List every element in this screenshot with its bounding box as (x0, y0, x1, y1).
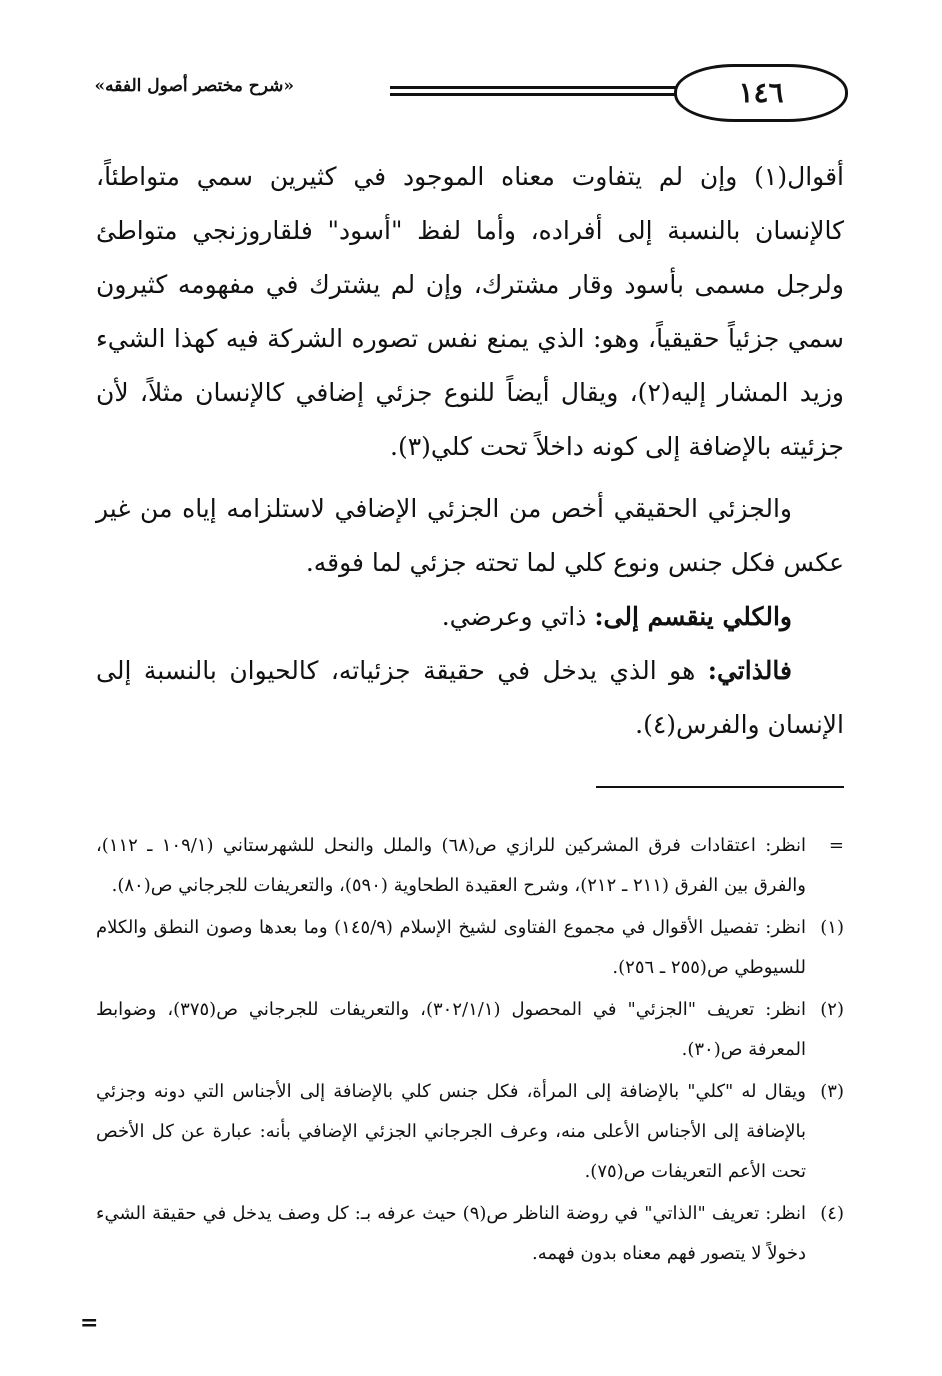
footnotes (96, 826, 844, 1276)
paragraph: أقوال(١) وإن لم يتفاوت معناه الموجود في كثيرين سمي متواطئاً، كالإنسان بالنسبة إلى أفراده، وأما لفظ "أسود" فلقاروزنجي متواطئ ولرجل مسمى بأسود وقار مشترك، وإن لم يشترك في مفهومه كثيرون سمي جزئياً حقيقياً، وهو: الذي يمنع نفس تصوره الشركة فيه كهذا الشيء وزيد المشار إليه(٢)، ويقال أيضاً للنوع جزئي إضافي كالإنسان مثلاً، لأن جزئيته بالإضافة إلى كونه داخلاً تحت كلي(٣). (96, 162, 844, 461)
footnote (96, 826, 844, 906)
footnote-text: انظر: تفصيل الأقوال في مجموع الفتاوى لشيخ الإسلام (١٤٥/٩) وما بعدها وصون النطق والكلام للسيوطي ص(٢٥٥ ـ ٢٥٦). (96, 917, 806, 978)
footnote (96, 908, 844, 988)
bold-term: فالذاتي: (707, 656, 792, 685)
footnote-marker: (١) (820, 917, 844, 938)
footnote-text: ويقال له "كلي" بالإضافة إلى المرأة، فكل جنس كلي بالإضافة إلى الأجناس التي دونه وجزئي بالإضافة إلى الأجناس الأعلى منه، وعرف الجرجاني الجزئي الإضافي بأنه: عبارة عن كل الأخص تحت الأعم التعريفات ص(٧٥). (96, 1081, 806, 1182)
paragraph (96, 590, 844, 644)
footnote-marker: (٤) (820, 1203, 844, 1224)
paragraph-text: هو الذي يدخل في حقيقة جزئياته، كالحيوان بالنسبة إلى الإنسان والفرس(٤). (96, 656, 844, 739)
footnote (96, 990, 844, 1070)
footnote-marker: (٣) (820, 1081, 844, 1102)
main-text (96, 150, 844, 752)
footnote (96, 1072, 844, 1192)
continuation-mark: = (80, 1310, 99, 1336)
book-title: «شرح مختصر أصول الفقه» (94, 76, 294, 96)
footnote (96, 1194, 844, 1274)
paragraph-text: ذاتي وعرضي. (441, 602, 595, 631)
footnote-text: انظر: اعتقادات فرق المشركين للرازي ص(٦٨) والملل والنحل للشهرستاني (١٠٩/١ ـ ١١٢)، والفرق بين الفرق (٢١١ ـ ٢١٢)، وشرح العقيدة الطحاوية (٥٩٠)، والتعريفات للجرجاني ص(٨٠). (96, 835, 806, 896)
page-number: ١٤٦ (674, 64, 848, 122)
bold-term: والكلي ينقسم إلى: (594, 602, 792, 631)
page-header (84, 62, 854, 124)
footnote-text: انظر: تعريف "الذاتي" في روضة الناظر ص(٩) حيث عرفه بـ: كل وصف يدخل في حقيقة الشيء دخولاً لا يتصور فهم معناه بدون فهمه. (96, 1203, 806, 1264)
footnote-separator (596, 786, 844, 788)
footnote-marker: = (828, 835, 844, 856)
footnote-text: انظر: تعريف "الجزئي" في المحصول (٣٠٢/١/١)، والتعريفات للجرجاني ص(٣٧٥)، وضوابط المعرفة ص(٣٠). (96, 999, 806, 1060)
paragraph: والجزئي الحقيقي أخص من الجزئي الإضافي لاستلزامه إياه من غير عكس فكل جنس ونوع كلي لما تحته جزئي لما فوقه. (96, 494, 844, 577)
paragraph (96, 644, 844, 752)
footnote-marker: (٢) (820, 999, 844, 1020)
